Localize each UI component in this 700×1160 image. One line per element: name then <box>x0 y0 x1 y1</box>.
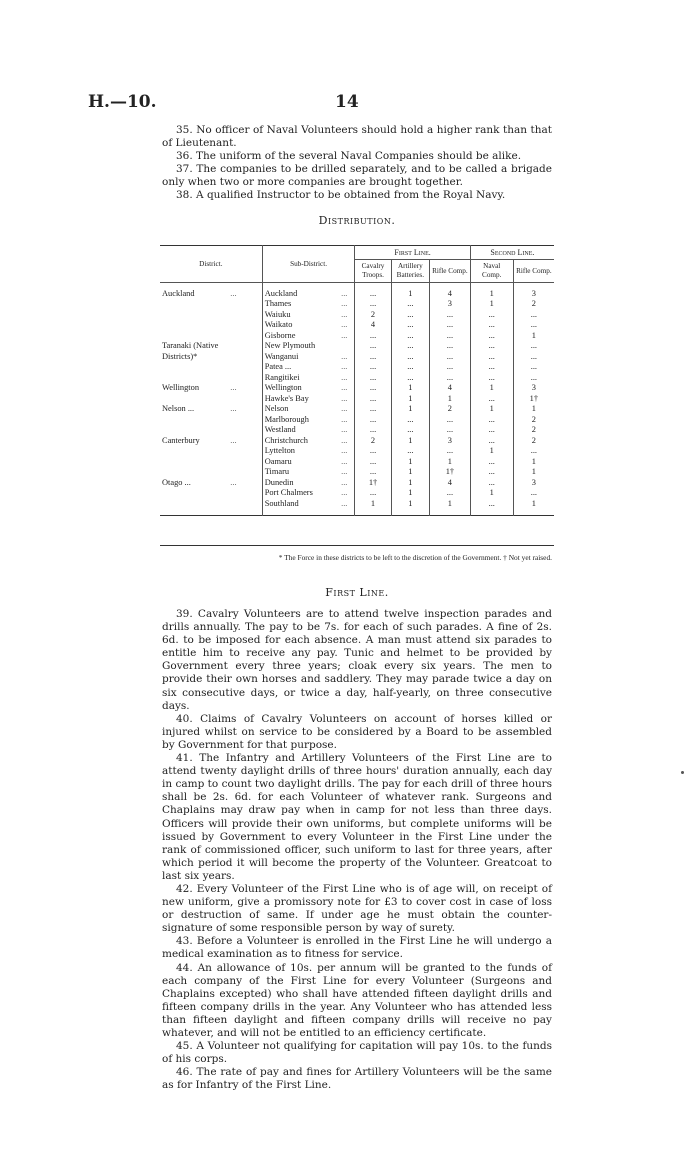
district-dots: ... <box>230 404 237 413</box>
subdistrict-cell: Hawke's Bay <box>262 394 339 405</box>
table-row <box>160 446 554 457</box>
rifle-first-cell: 1 <box>430 499 471 510</box>
district-cell <box>160 299 228 310</box>
first-line-heading: First Line. <box>325 586 389 599</box>
subdistrict-cell: Patea ... <box>262 362 339 373</box>
district-cell: Taranaki (Native <box>162 341 219 350</box>
paragraph-38: 38. A qualified Instructor to be obtained from the Royal Navy. <box>176 189 506 202</box>
artillery-cell: ... <box>391 415 429 426</box>
subdistrict-dots: ... <box>341 425 348 434</box>
naval-cell: 1 <box>470 488 513 499</box>
subdistrict-cell: Lyttelton <box>262 446 339 457</box>
district-dots <box>228 499 262 510</box>
rifle-second-cell: 2 <box>513 425 554 436</box>
rifle-first-cell: ... <box>430 373 471 384</box>
district-dots <box>228 488 262 499</box>
page-number: 14 <box>335 92 359 112</box>
cavalry-cell: ... <box>355 352 391 363</box>
table-row <box>160 383 554 394</box>
artillery-cell: ... <box>391 352 429 363</box>
rifle-second-cell: ... <box>513 352 554 363</box>
header-first-line: First Line. <box>355 246 470 260</box>
rifle-second-cell: 2 <box>513 436 554 447</box>
rifle-second-cell: 1 <box>513 457 554 468</box>
naval-cell: ... <box>470 373 513 384</box>
table-row <box>160 320 554 331</box>
naval-cell: 1 <box>470 299 513 310</box>
subdistrict-dots: ... <box>341 498 348 508</box>
cavalry-cell: ... <box>355 446 391 457</box>
rifle-second-cell: ... <box>513 362 554 373</box>
rifle-first-cell: 3 <box>430 299 471 310</box>
table-row <box>160 499 554 510</box>
district-dots <box>228 352 262 363</box>
district-cell <box>160 415 228 426</box>
district-cell <box>160 320 228 331</box>
artillery-cell: ... <box>391 425 429 436</box>
distribution-table <box>160 245 554 516</box>
table-row <box>160 415 554 426</box>
district-dots <box>228 320 262 331</box>
subdistrict-cell: Waiuku <box>262 310 339 321</box>
subdistrict-dots: ... <box>341 488 348 497</box>
rifle-second-cell: 2 <box>513 299 554 310</box>
rifle-first-cell: 1 <box>430 394 471 405</box>
artillery-cell: ... <box>391 331 429 342</box>
naval-cell: ... <box>470 499 513 510</box>
district-cell <box>160 446 228 457</box>
table-row <box>160 362 554 373</box>
subdistrict-cell: Wanganui <box>262 352 339 363</box>
artillery-cell: ... <box>391 446 429 457</box>
subdistrict-cell: Marlborough <box>262 415 339 426</box>
rifle-first-cell: ... <box>430 446 471 457</box>
rifle-second-cell: ... <box>513 373 554 384</box>
paragraph-45: 45. A Volunteer not qualifying for capitation will pay 10s. to the funds of his corps. <box>162 1040 552 1066</box>
subdistrict-dots: ... <box>341 446 348 455</box>
district-dots <box>228 362 262 373</box>
district-cell <box>160 362 228 373</box>
subdistrict-cell: Dunedin <box>262 478 339 489</box>
paragraph-35: 35. No officer of Naval Volunteers should hold a higher rank than that of Lieutenant. <box>162 124 552 150</box>
cavalry-cell: ... <box>355 373 391 384</box>
subdistrict-dots: ... <box>341 435 348 445</box>
subdistrict-cell: Gisborne <box>262 331 339 342</box>
rifle-second-cell: 3 <box>513 478 554 489</box>
district-cell <box>160 373 228 384</box>
cavalry-cell: ... <box>355 415 391 426</box>
document-reference: H.—10. <box>88 92 157 112</box>
cavalry-cell: 2 <box>355 310 391 321</box>
subdistrict-dots: ... <box>341 362 348 371</box>
footnote-rule <box>160 545 554 546</box>
rifle-first-cell: ... <box>430 352 471 363</box>
subdistrict-dots: ... <box>341 288 348 298</box>
naval-cell: ... <box>470 467 513 478</box>
table-footnote: * The Force in these districts to be left to the discretion of the Government. † Not yet raised. <box>278 553 552 562</box>
subdistrict-dots: ... <box>341 456 348 466</box>
rifle-second-cell: ... <box>513 341 554 352</box>
table-row <box>160 404 554 415</box>
district-dots <box>228 310 262 321</box>
artillery-cell: 1 <box>391 457 429 468</box>
district-dots: ... <box>230 383 237 392</box>
district-cell <box>160 425 228 436</box>
subdistrict-dots: ... <box>341 404 348 413</box>
rifle-second-cell: ... <box>513 320 554 331</box>
header-artillery: Artillery Batteries. <box>391 260 429 283</box>
table-row <box>160 331 554 342</box>
district-cell <box>160 488 228 499</box>
cavalry-cell: ... <box>355 457 391 468</box>
artillery-cell: 1 <box>391 478 429 489</box>
district-dots <box>228 299 262 310</box>
naval-cell: ... <box>470 415 513 426</box>
margin-mark <box>681 771 684 774</box>
table-row <box>160 436 554 447</box>
table-row <box>160 299 554 310</box>
cavalry-cell: ... <box>355 383 391 394</box>
district-dots <box>228 331 262 342</box>
paragraph-39: 39. Cavalry Volunteers are to attend twelve inspection parades and drills annually. The pay to be 7s. for each of such parades. A fine of 2s. 6d. to be imposed for each absence. A man must attend six parades to entitle him to receive any pay. Tunic and helmet to be provided by Government every three years; cloak every six years. The men to provide their own horses and saddlery. They may parade twice a day on six consecutive days, or twice a day, half-yearly, on three consecutive days. <box>162 608 552 712</box>
table-row <box>160 478 554 489</box>
distribution-heading: Distribution. <box>318 214 396 227</box>
district-cell <box>160 394 228 405</box>
artillery-cell: 1 <box>391 404 429 415</box>
subdistrict-cell: New Plymouth <box>262 341 339 352</box>
rifle-second-cell: ... <box>513 488 554 499</box>
artillery-cell: ... <box>391 362 429 373</box>
naval-cell: ... <box>470 394 513 405</box>
table-row <box>160 310 554 321</box>
paragraph-44: 44. An allowance of 10s. per annum will be granted to the funds of each company of the First Line for every Volunteer (Surgeons and Chaplains excepted) who shall have attended fifteen daylight drills and fifteen company drills in the year. Any Volunteer who has attended less than fifteen daylight and fifteen company drills will receive no pay whatever, and will not be entitled to an efficiency certificate. <box>162 961 552 1039</box>
paragraph-42: 42. Every Volunteer of the First Line who is of age will, on receipt of new uniform, give a promissory note for £3 to cover cost in case of loss or destruction of same. If under age he must obtain the counter-signature of some responsible person by way of surety. <box>162 882 552 935</box>
header-rifle-second: Rifle Comp. <box>513 260 554 283</box>
artillery-cell: 1 <box>391 467 429 478</box>
subdistrict-cell: Nelson <box>262 404 339 415</box>
district-cell: Nelson ... <box>162 404 195 413</box>
rifle-second-cell: 1 <box>513 404 554 415</box>
paragraph-37: 37. The companies to be drilled separately, and to be called a brigade only when two or more companies are brought together. <box>162 163 552 189</box>
naval-cell: ... <box>470 331 513 342</box>
rifle-first-cell: 1 <box>430 457 471 468</box>
district-dots <box>228 415 262 426</box>
rifle-first-cell: ... <box>430 415 471 426</box>
rifle-first-cell: ... <box>430 362 471 373</box>
rifle-first-cell: ... <box>430 320 471 331</box>
paragraph-40: 40. Claims of Cavalry Volunteers on account of horses killed or injured whilst on service to be considered by a Board to be assembled by Government for that purpose. <box>162 712 552 751</box>
rifle-second-cell: 1 <box>513 499 554 510</box>
subdistrict-cell: Timaru <box>262 467 339 478</box>
naval-cell: 1 <box>470 446 513 457</box>
subdistrict-cell: Westland <box>262 425 339 436</box>
rifle-first-cell: ... <box>430 310 471 321</box>
artillery-cell: 1 <box>391 499 429 510</box>
artillery-cell: ... <box>391 341 429 352</box>
rifle-second-cell: ... <box>513 446 554 457</box>
subdistrict-dots: ... <box>341 320 348 329</box>
district-cell <box>160 310 228 321</box>
cavalry-cell: 1† <box>355 478 391 489</box>
naval-cell: ... <box>470 478 513 489</box>
district-cell: Otago ... <box>162 477 191 487</box>
table-body <box>160 283 554 516</box>
subdistrict-cell: Port Chalmers <box>262 488 339 499</box>
naval-cell: ... <box>470 320 513 331</box>
table-row <box>160 488 554 499</box>
district-cell <box>160 467 228 478</box>
header-rifle-first: Rifle Comp. <box>430 260 471 283</box>
rifle-second-cell: 3 <box>513 383 554 394</box>
artillery-cell: 1 <box>391 289 429 300</box>
district-dots: ... <box>230 288 237 298</box>
district-dots: ... <box>230 435 237 445</box>
rifle-second-cell: 1† <box>513 394 554 405</box>
naval-cell: ... <box>470 352 513 363</box>
artillery-cell: ... <box>391 310 429 321</box>
cavalry-cell: ... <box>355 341 391 352</box>
subdistrict-dots: ... <box>341 393 348 403</box>
subdistrict-dots: ... <box>341 351 348 361</box>
district-cell: Wellington <box>162 383 200 392</box>
subdistrict-dots <box>339 341 355 352</box>
artillery-cell: 1 <box>391 383 429 394</box>
subdistrict-cell: Southland <box>262 499 339 510</box>
cavalry-cell: ... <box>355 362 391 373</box>
rifle-second-cell: 2 <box>513 415 554 426</box>
rifle-first-cell: 4 <box>430 383 471 394</box>
table-row <box>160 289 554 300</box>
rifle-second-cell: 3 <box>513 289 554 300</box>
naval-cell: 1 <box>470 404 513 415</box>
artillery-cell: 1 <box>391 436 429 447</box>
table-row <box>160 457 554 468</box>
rifle-first-cell: ... <box>430 488 471 499</box>
cavalry-cell: ... <box>355 299 391 310</box>
subdistrict-dots: ... <box>341 467 348 476</box>
district-cell <box>160 331 228 342</box>
rifle-first-cell: 2 <box>430 404 471 415</box>
header-district: District. <box>160 246 262 283</box>
district-dots <box>228 425 262 436</box>
district-cell: Districts)* <box>162 351 198 361</box>
naval-cell: 1 <box>470 383 513 394</box>
table-row <box>160 341 554 352</box>
first-line-section <box>162 608 552 1092</box>
district-dots <box>228 394 262 405</box>
rifle-first-cell: 3 <box>430 436 471 447</box>
district-dots <box>228 373 262 384</box>
artillery-cell: ... <box>391 320 429 331</box>
naval-cell: ... <box>470 362 513 373</box>
subdistrict-cell: Wellington <box>262 383 339 394</box>
rifle-second-cell: 1 <box>513 331 554 342</box>
paragraph-41: 41. The Infantry and Artillery Volunteers of the First Line are to attend twenty daylight drills of three hours' duration annually, each day in camp to count two daylight drills. The pay for each drill of three hours shall be 2s. 6d. for each Volunteer of whatever rank. Surgeons and Chaplains may draw pay when in camp for not less than three days. Officers will provide their own uniforms, but complete uniforms will be issued by Government to every Volunteer in the First Line under the rank of commissioned officer, such uniform to last for three years, after which period it will become the property of the Volunteer. Greatcoat to last six years. <box>162 752 552 882</box>
district-dots <box>228 457 262 468</box>
rifle-first-cell: 4 <box>430 289 471 300</box>
cavalry-cell: ... <box>355 289 391 300</box>
cavalry-cell: ... <box>355 331 391 342</box>
subdistrict-cell: Oamaru <box>262 457 339 468</box>
district-dots <box>228 341 262 352</box>
cavalry-cell: ... <box>355 488 391 499</box>
district-dots: ... <box>230 477 237 487</box>
table-row <box>160 425 554 436</box>
district-cell <box>160 499 228 510</box>
table-row <box>160 373 554 384</box>
district-cell: Canterbury <box>162 435 200 445</box>
district-dots <box>228 467 262 478</box>
rifle-first-cell: ... <box>430 425 471 436</box>
naval-cell: ... <box>470 436 513 447</box>
subdistrict-cell: Waikato <box>262 320 339 331</box>
cavalry-cell: 2 <box>355 436 391 447</box>
subdistrict-cell: Auckland <box>262 289 339 300</box>
rifle-first-cell: 1† <box>430 467 471 478</box>
subdistrict-cell: Rangitikei <box>262 373 339 384</box>
artillery-cell: ... <box>391 299 429 310</box>
subdistrict-dots: ... <box>341 383 348 392</box>
naval-cell: ... <box>470 425 513 436</box>
subdistrict-cell: Thames <box>262 299 339 310</box>
district-cell: Auckland <box>162 288 195 298</box>
district-dots <box>228 446 262 457</box>
table-row <box>160 467 554 478</box>
artillery-cell: 1 <box>391 394 429 405</box>
rifle-first-cell: ... <box>430 331 471 342</box>
rifle-first-cell: ... <box>430 341 471 352</box>
district-cell <box>160 457 228 468</box>
rifle-second-cell: ... <box>513 310 554 321</box>
header-naval: Naval Comp. <box>470 260 513 283</box>
subdistrict-cell: Christchurch <box>262 436 339 447</box>
paragraph-43: 43. Before a Volunteer is enrolled in the First Line he will undergo a medical examination as to fitness for service. <box>162 935 552 961</box>
paragraph-36: 36. The uniform of the several Naval Companies should be alike. <box>176 150 522 163</box>
header-cavalry: Cavalry Troops. <box>355 260 391 283</box>
cavalry-cell: ... <box>355 404 391 415</box>
subdistrict-dots: ... <box>341 477 348 487</box>
naval-cell: 1 <box>470 289 513 300</box>
rifle-second-cell: 1 <box>513 467 554 478</box>
cavalry-cell: 4 <box>355 320 391 331</box>
naval-cell: ... <box>470 341 513 352</box>
naval-cell: ... <box>470 310 513 321</box>
artillery-cell: 1 <box>391 488 429 499</box>
cavalry-cell: ... <box>355 394 391 405</box>
subdistrict-dots: ... <box>341 414 348 424</box>
header-second-line: Second Line. <box>470 246 554 260</box>
table-row <box>160 394 554 405</box>
table-row <box>160 352 554 363</box>
subdistrict-dots: ... <box>341 330 348 340</box>
artillery-cell: ... <box>391 373 429 384</box>
cavalry-cell: ... <box>355 425 391 436</box>
naval-cell: ... <box>470 457 513 468</box>
subdistrict-dots: ... <box>341 299 348 308</box>
cavalry-cell: ... <box>355 467 391 478</box>
cavalry-cell: 1 <box>355 499 391 510</box>
header-subdistrict: Sub-District. <box>262 246 355 283</box>
paragraph-46: 46. The rate of pay and fines for Artillery Volunteers will be the same as for Infantry of the First Line. <box>162 1066 552 1092</box>
intro-section <box>162 124 552 203</box>
subdistrict-dots: ... <box>341 309 348 319</box>
subdistrict-dots: ... <box>341 372 348 382</box>
rifle-first-cell: 4 <box>430 478 471 489</box>
